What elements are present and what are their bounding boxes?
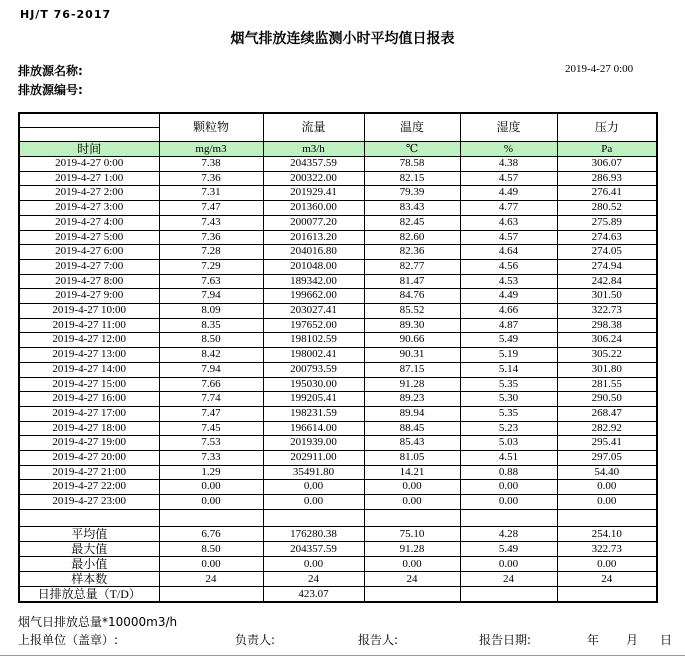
value-cell: 0.88 [460, 465, 557, 480]
value-cell: 0.00 [364, 495, 460, 510]
empty-cell [557, 509, 657, 526]
value-cell: 7.36 [159, 230, 263, 245]
value-cell: 82.45 [364, 215, 460, 230]
value-cell: 196614.00 [263, 421, 364, 436]
value-cell: 4.56 [460, 259, 557, 274]
unit-flow: m3/h [263, 142, 364, 157]
page-title: 烟气排放连续监测小时平均值日报表 [230, 31, 455, 47]
value-cell: 7.36 [159, 171, 263, 186]
value-cell: 6.76 [159, 526, 263, 541]
value-cell: 8.50 [159, 333, 263, 348]
report-date-label: 报告日期: [479, 633, 532, 647]
value-cell: 297.05 [557, 451, 657, 466]
time-cell: 2019-4-27 7:00 [19, 259, 159, 274]
standard-code: HJ/T 76-2017 [20, 8, 112, 21]
value-cell: 295.41 [557, 436, 657, 451]
hourly-data-row [19, 230, 657, 245]
hourly-data-row [19, 245, 657, 260]
hourly-data-row [19, 157, 657, 172]
value-cell: 198002.41 [263, 348, 364, 363]
hourly-data-row [19, 436, 657, 451]
value-cell: 5.14 [460, 362, 557, 377]
value-cell: 4.57 [460, 171, 557, 186]
value-cell: 7.29 [159, 259, 263, 274]
value-cell: 89.30 [364, 318, 460, 333]
summary-row [19, 586, 657, 602]
value-cell: 197652.00 [263, 318, 364, 333]
value-cell: 0.00 [460, 556, 557, 571]
value-cell: 0.00 [460, 495, 557, 510]
hourly-data-row [19, 392, 657, 407]
monitoring-table [18, 112, 658, 603]
value-cell: 4.49 [460, 186, 557, 201]
day-label: 日 [660, 633, 673, 647]
value-cell: 24 [557, 571, 657, 586]
time-cell: 2019-4-27 10:00 [19, 304, 159, 319]
value-cell: 5.30 [460, 392, 557, 407]
value-cell: 290.50 [557, 392, 657, 407]
value-cell: 75.10 [364, 526, 460, 541]
value-cell [364, 586, 460, 602]
value-cell: 85.52 [364, 304, 460, 319]
value-cell: 254.10 [557, 526, 657, 541]
value-cell: 4.51 [460, 451, 557, 466]
year-label: 年 [587, 633, 600, 647]
empty-cell [460, 509, 557, 526]
value-cell: 0.00 [557, 480, 657, 495]
value-cell: 4.28 [460, 526, 557, 541]
value-cell: 201929.41 [263, 186, 364, 201]
column-header-temperature: 温度 [364, 113, 460, 142]
header-blank-bottom-cell [19, 128, 159, 142]
column-header-row [19, 113, 657, 128]
value-cell: 0.00 [364, 480, 460, 495]
value-cell: 195030.00 [263, 377, 364, 392]
value-cell: 24 [159, 571, 263, 586]
time-cell: 2019-4-27 6:00 [19, 245, 159, 260]
summary-label-cell: 样本数 [19, 571, 159, 586]
value-cell: 8.35 [159, 318, 263, 333]
value-cell: 24 [460, 571, 557, 586]
time-cell: 2019-4-27 12:00 [19, 333, 159, 348]
hourly-data-row [19, 480, 657, 495]
value-cell: 0.00 [263, 556, 364, 571]
flow-unit-footnote: 烟气日排放总量*10000m3/h [18, 615, 178, 629]
value-cell: 5.35 [460, 406, 557, 421]
value-cell [159, 586, 263, 602]
bottom-divider [0, 655, 685, 656]
value-cell: 242.84 [557, 274, 657, 289]
value-cell: 306.07 [557, 157, 657, 172]
value-cell: 7.74 [159, 392, 263, 407]
summary-row [19, 526, 657, 541]
value-cell: 24 [364, 571, 460, 586]
value-cell: 204016.80 [263, 245, 364, 260]
value-cell: 5.49 [460, 333, 557, 348]
hourly-data-row [19, 451, 657, 466]
value-cell: 282.92 [557, 421, 657, 436]
value-cell: 4.49 [460, 289, 557, 304]
value-cell: 8.50 [159, 541, 263, 556]
value-cell: 176280.38 [263, 526, 364, 541]
hourly-data-row [19, 186, 657, 201]
value-cell: 81.47 [364, 274, 460, 289]
hourly-data-row [19, 215, 657, 230]
value-cell: 7.33 [159, 451, 263, 466]
value-cell: 7.47 [159, 406, 263, 421]
value-cell: 7.94 [159, 362, 263, 377]
value-cell: 0.00 [364, 556, 460, 571]
time-cell: 2019-4-27 21:00 [19, 465, 159, 480]
value-cell: 305.22 [557, 348, 657, 363]
value-cell: 202911.00 [263, 451, 364, 466]
value-cell: 91.28 [364, 541, 460, 556]
value-cell: 4.66 [460, 304, 557, 319]
value-cell: 0.00 [159, 480, 263, 495]
hourly-data-row [19, 304, 657, 319]
time-cell: 2019-4-27 0:00 [19, 157, 159, 172]
empty-cell [364, 509, 460, 526]
value-cell: 7.47 [159, 201, 263, 216]
hourly-data-row [19, 465, 657, 480]
unit-humidity: % [460, 142, 557, 157]
value-cell: 91.28 [364, 377, 460, 392]
time-cell: 2019-4-27 9:00 [19, 289, 159, 304]
value-cell: 5.35 [460, 377, 557, 392]
column-header-pressure: 压力 [557, 113, 657, 142]
value-cell: 268.47 [557, 406, 657, 421]
value-cell: 274.63 [557, 230, 657, 245]
hourly-data-row [19, 333, 657, 348]
header-blank-top-cell [19, 113, 159, 128]
time-cell: 2019-4-27 20:00 [19, 451, 159, 466]
value-cell: 274.05 [557, 245, 657, 260]
value-cell: 5.23 [460, 421, 557, 436]
value-cell: 200322.00 [263, 171, 364, 186]
source-code-label: 排放源编号: [18, 83, 83, 97]
summary-row [19, 556, 657, 571]
time-cell: 2019-4-27 5:00 [19, 230, 159, 245]
value-cell: 0.00 [159, 556, 263, 571]
value-cell: 199662.00 [263, 289, 364, 304]
value-cell [557, 586, 657, 602]
report-datetime: 2019-4-27 0:00 [565, 63, 634, 75]
value-cell: 54.40 [557, 465, 657, 480]
time-header-cell: 时间 [19, 142, 159, 157]
value-cell: 200077.20 [263, 215, 364, 230]
value-cell: 204357.59 [263, 541, 364, 556]
value-cell: 199205.41 [263, 392, 364, 407]
time-cell: 2019-4-27 17:00 [19, 406, 159, 421]
value-cell: 0.00 [263, 495, 364, 510]
value-cell: 201360.00 [263, 201, 364, 216]
empty-cell [263, 509, 364, 526]
value-cell: 280.52 [557, 201, 657, 216]
value-cell: 82.60 [364, 230, 460, 245]
value-cell: 201048.00 [263, 259, 364, 274]
value-cell: 204357.59 [263, 157, 364, 172]
time-cell: 2019-4-27 19:00 [19, 436, 159, 451]
column-header-humidity: 湿度 [460, 113, 557, 142]
hourly-data-row [19, 495, 657, 510]
hourly-data-row [19, 289, 657, 304]
value-cell: 4.77 [460, 201, 557, 216]
value-cell: 7.38 [159, 157, 263, 172]
value-cell: 7.66 [159, 377, 263, 392]
value-cell: 83.43 [364, 201, 460, 216]
value-cell: 4.87 [460, 318, 557, 333]
value-cell: 78.58 [364, 157, 460, 172]
value-cell: 4.57 [460, 230, 557, 245]
time-cell: 2019-4-27 15:00 [19, 377, 159, 392]
hourly-data-row [19, 362, 657, 377]
value-cell: 276.41 [557, 186, 657, 201]
value-cell: 0.00 [557, 495, 657, 510]
value-cell: 14.21 [364, 465, 460, 480]
report-unit-label: 上报单位（盖章）: [18, 633, 119, 647]
unit-pressure: Pa [557, 142, 657, 157]
value-cell: 8.09 [159, 304, 263, 319]
hourly-data-row [19, 377, 657, 392]
value-cell: 90.66 [364, 333, 460, 348]
responsible-label: 负责人: [235, 633, 276, 647]
hourly-data-row [19, 421, 657, 436]
value-cell: 7.31 [159, 186, 263, 201]
hourly-data-row [19, 259, 657, 274]
value-cell: 7.28 [159, 245, 263, 260]
value-cell: 322.73 [557, 304, 657, 319]
reporter-label: 报告人: [358, 633, 399, 647]
value-cell: 79.39 [364, 186, 460, 201]
value-cell: 200793.59 [263, 362, 364, 377]
unit-temperature: ℃ [364, 142, 460, 157]
unit-particulate: mg/m3 [159, 142, 263, 157]
value-cell: 0.00 [159, 495, 263, 510]
time-cell: 2019-4-27 1:00 [19, 171, 159, 186]
source-name-label: 排放源名称: [18, 64, 83, 78]
summary-label-cell: 最小值 [19, 556, 159, 571]
value-cell: 0.00 [263, 480, 364, 495]
value-cell: 322.73 [557, 541, 657, 556]
value-cell [460, 586, 557, 602]
value-cell: 1.29 [159, 465, 263, 480]
value-cell: 201613.20 [263, 230, 364, 245]
empty-cell [19, 509, 159, 526]
value-cell: 0.00 [460, 480, 557, 495]
time-cell: 2019-4-27 8:00 [19, 274, 159, 289]
time-cell: 2019-4-27 18:00 [19, 421, 159, 436]
time-cell: 2019-4-27 23:00 [19, 495, 159, 510]
value-cell: 198231.59 [263, 406, 364, 421]
hourly-data-row [19, 406, 657, 421]
empty-cell [159, 509, 263, 526]
value-cell: 5.49 [460, 541, 557, 556]
value-cell: 90.31 [364, 348, 460, 363]
month-label: 月 [626, 633, 639, 647]
separator-row [19, 509, 657, 526]
value-cell: 0.00 [557, 556, 657, 571]
time-cell: 2019-4-27 2:00 [19, 186, 159, 201]
hourly-data-row [19, 201, 657, 216]
time-cell: 2019-4-27 13:00 [19, 348, 159, 363]
value-cell: 82.77 [364, 259, 460, 274]
value-cell: 274.94 [557, 259, 657, 274]
value-cell: 423.07 [263, 586, 364, 602]
unit-row [19, 142, 657, 157]
value-cell: 5.19 [460, 348, 557, 363]
time-cell: 2019-4-27 4:00 [19, 215, 159, 230]
value-cell: 8.42 [159, 348, 263, 363]
value-cell: 35491.80 [263, 465, 364, 480]
time-cell: 2019-4-27 22:00 [19, 480, 159, 495]
time-cell: 2019-4-27 16:00 [19, 392, 159, 407]
hourly-data-row [19, 274, 657, 289]
column-header-flow: 流量 [263, 113, 364, 142]
value-cell: 4.64 [460, 245, 557, 260]
value-cell: 7.45 [159, 421, 263, 436]
value-cell: 5.03 [460, 436, 557, 451]
value-cell: 82.15 [364, 171, 460, 186]
time-cell: 2019-4-27 14:00 [19, 362, 159, 377]
value-cell: 275.89 [557, 215, 657, 230]
value-cell: 82.36 [364, 245, 460, 260]
value-cell: 7.53 [159, 436, 263, 451]
value-cell: 281.55 [557, 377, 657, 392]
value-cell: 189342.00 [263, 274, 364, 289]
time-cell: 2019-4-27 11:00 [19, 318, 159, 333]
value-cell: 201939.00 [263, 436, 364, 451]
hourly-data-row [19, 318, 657, 333]
time-cell: 2019-4-27 3:00 [19, 201, 159, 216]
hourly-data-row [19, 171, 657, 186]
value-cell: 7.63 [159, 274, 263, 289]
value-cell: 4.38 [460, 157, 557, 172]
value-cell: 89.23 [364, 392, 460, 407]
value-cell: 84.76 [364, 289, 460, 304]
value-cell: 85.43 [364, 436, 460, 451]
value-cell: 89.94 [364, 406, 460, 421]
summary-label-cell: 日排放总量（T/D） [19, 586, 159, 602]
value-cell: 4.53 [460, 274, 557, 289]
value-cell: 286.93 [557, 171, 657, 186]
value-cell: 87.15 [364, 362, 460, 377]
summary-row [19, 571, 657, 586]
value-cell: 24 [263, 571, 364, 586]
value-cell: 298.38 [557, 318, 657, 333]
value-cell: 7.94 [159, 289, 263, 304]
value-cell: 7.43 [159, 215, 263, 230]
value-cell: 306.24 [557, 333, 657, 348]
value-cell: 301.80 [557, 362, 657, 377]
value-cell: 198102.59 [263, 333, 364, 348]
value-cell: 203027.41 [263, 304, 364, 319]
value-cell: 81.05 [364, 451, 460, 466]
summary-label-cell: 最大值 [19, 541, 159, 556]
column-header-particulate: 颗粒物 [159, 113, 263, 142]
summary-label-cell: 平均值 [19, 526, 159, 541]
summary-row [19, 541, 657, 556]
value-cell: 88.45 [364, 421, 460, 436]
value-cell: 4.63 [460, 215, 557, 230]
hourly-data-row [19, 348, 657, 363]
value-cell: 301.50 [557, 289, 657, 304]
